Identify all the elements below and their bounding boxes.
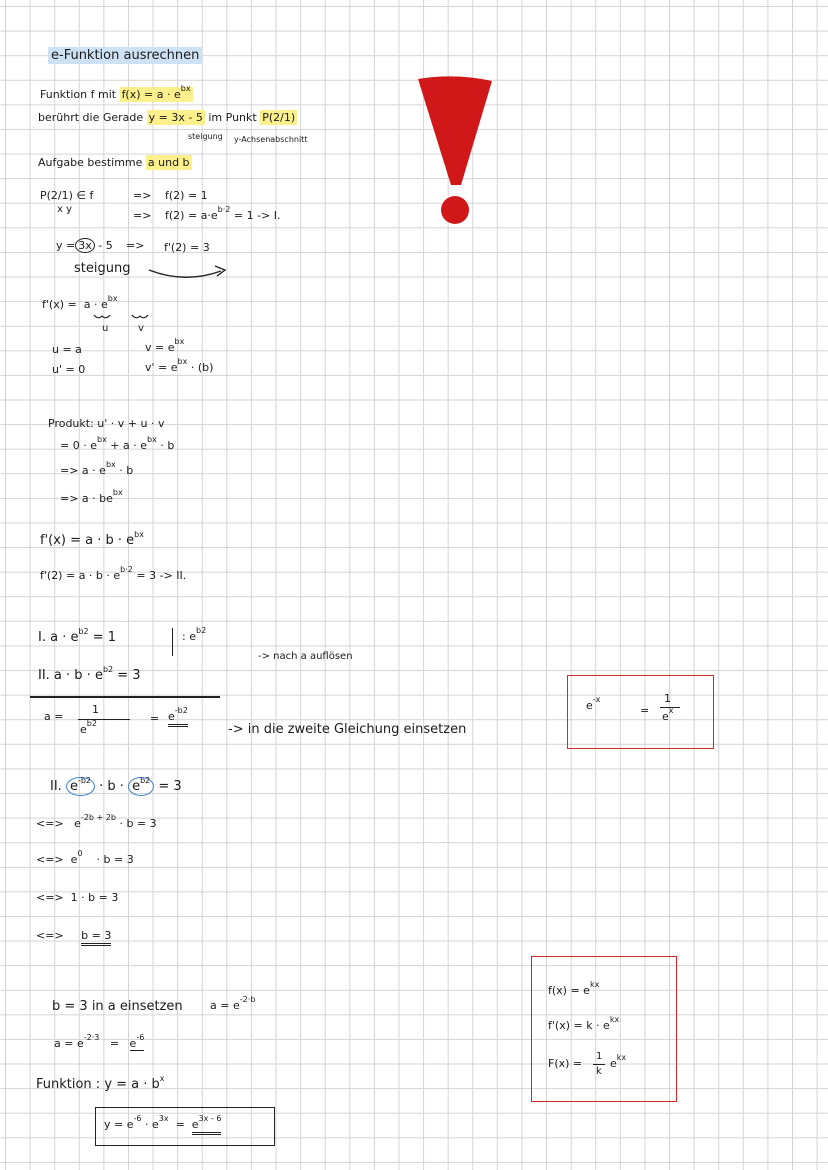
u-derivative: u' = 0 bbox=[52, 363, 86, 376]
brace-icon bbox=[92, 312, 156, 322]
point-result-1: f(2) = 1 bbox=[165, 189, 208, 202]
solve-step-3: <=> $e^0$ · b = 3 bbox=[36, 849, 134, 866]
product-rule: Produkt: u' · v + u · v bbox=[48, 417, 165, 430]
v-label: v bbox=[138, 323, 144, 334]
curve-arrow-icon bbox=[145, 262, 235, 284]
a-value: $a = e^{-2\cdot 3}$ = $e^{-6}$ bbox=[54, 1033, 145, 1050]
slope-arrow: => bbox=[126, 239, 145, 252]
intro-line-2: berührt die Gerade y = 3x - 5 im Punkt P(2/1) bbox=[38, 111, 296, 124]
solve-step-5: <=> b = 3 bbox=[36, 930, 111, 941]
a-formula: $a = e^{-2\cdot b}$ bbox=[210, 995, 256, 1012]
slope-label: steigung bbox=[74, 261, 131, 276]
solve-for-a-note: -> nach a auflösen bbox=[258, 651, 353, 662]
product-step-2: => $a \cdot e^{bx} \cdot b$ bbox=[60, 460, 134, 477]
substitute-note: -> in die zweite Gleichung einsetzen bbox=[228, 722, 467, 737]
point-xy: x y bbox=[57, 204, 73, 215]
derivative-result: $f'(x) = a \cdot b \cdot e^{bx}$ bbox=[40, 529, 144, 548]
task-line: Aufgabe bestimme a und b bbox=[38, 156, 190, 169]
derivative-setup: $f'(x) = a \cdot e^{bx}$ bbox=[42, 294, 118, 311]
a-fraction-denominator: $e^{b2}$ bbox=[80, 719, 97, 736]
point-condition: P(2/1) ∈ f bbox=[40, 189, 94, 202]
box2-fraction-denominator: k bbox=[596, 1066, 602, 1077]
annotation-intercept: y-Achsenabschnitt bbox=[234, 135, 308, 144]
equation-I: I. $a \cdot e^{b2} = 1$ bbox=[38, 626, 117, 645]
divider-line bbox=[30, 696, 220, 698]
u-label: u bbox=[102, 323, 109, 334]
v-derivative: $v' = e^{bx} \cdot (b)$ bbox=[145, 357, 214, 374]
point-result-2: $f(2) = a\cdot e^{b\cdot 2} = 1 -> I$. bbox=[165, 205, 281, 222]
box2-antiderivative-exp: $e^{kx}$ bbox=[610, 1053, 627, 1070]
fraction-bar bbox=[78, 719, 130, 720]
page-title: e-Funktion ausrechnen bbox=[48, 49, 202, 62]
product-step-3: => $a \cdot be^{bx}$ bbox=[60, 488, 123, 505]
divider-bar bbox=[172, 628, 173, 656]
box2-fraction-bar bbox=[593, 1064, 605, 1065]
box1-lhs: $e^{-x}$ bbox=[586, 695, 601, 712]
equation-II: II. $a \cdot b \cdot e^{b2} = 3$ bbox=[38, 664, 141, 683]
point-arrow-2: => bbox=[133, 209, 152, 222]
a-label: a = bbox=[44, 710, 64, 723]
box1-numerator: 1 bbox=[664, 692, 671, 705]
box2-antiderivative-label: F(x) = bbox=[548, 1057, 583, 1070]
division-note: : $e^{b2}$ bbox=[182, 626, 207, 643]
final-result: $y = e^{-6} \cdot e^{3x} = e^{3x - 6}$ bbox=[104, 1119, 221, 1130]
v-value: $v = e^{bx}$ bbox=[145, 337, 185, 354]
solve-step-1: II. $e^{-b2} \cdot b \cdot e^{b2} = 3$ bbox=[50, 775, 182, 794]
function-general: Funktion : $y = a \cdot b^x$ bbox=[36, 1073, 165, 1092]
solve-step-4: <=> 1 · b = 3 bbox=[36, 891, 119, 904]
substitute-b: b = 3 in a einsetzen bbox=[52, 999, 183, 1014]
annotation-slope: steigung bbox=[188, 132, 223, 141]
exclamation-icon bbox=[415, 75, 495, 227]
product-step-1: = $0 \cdot e^{bx} + a \cdot e^{bx} \cdot b$ bbox=[60, 435, 175, 452]
a-fraction-numerator: 1 bbox=[92, 703, 99, 716]
u-value: u = a bbox=[52, 343, 82, 356]
derivative-at-2: $f'(2) = a \cdot b \cdot e^{b\cdot 2} = 3$ -> II. bbox=[40, 565, 187, 582]
intro-line-1: Funktion f mit $f(x) = a \cdot e^{bx}$ bbox=[40, 84, 191, 101]
a-result: $e^{-b2}$ bbox=[168, 711, 188, 722]
box2-function: $f(x) = e^{kx}$ bbox=[548, 980, 600, 997]
box2-fraction-numerator: 1 bbox=[596, 1051, 603, 1062]
point-arrow-1: => bbox=[133, 189, 152, 202]
a-equals: = bbox=[150, 712, 160, 725]
slope-equation: y = 3x - 5 bbox=[56, 239, 113, 252]
box2-derivative: $f'(x) = k \cdot e^{kx}$ bbox=[548, 1015, 620, 1032]
box1-equals: = bbox=[640, 704, 650, 717]
solve-step-2: <=> $e^{-2b + 2b} \cdot b = 3$ bbox=[36, 813, 157, 830]
box1-denominator: $e^x$ bbox=[662, 706, 674, 723]
slope-derivative: f'(2) = 3 bbox=[164, 241, 210, 254]
